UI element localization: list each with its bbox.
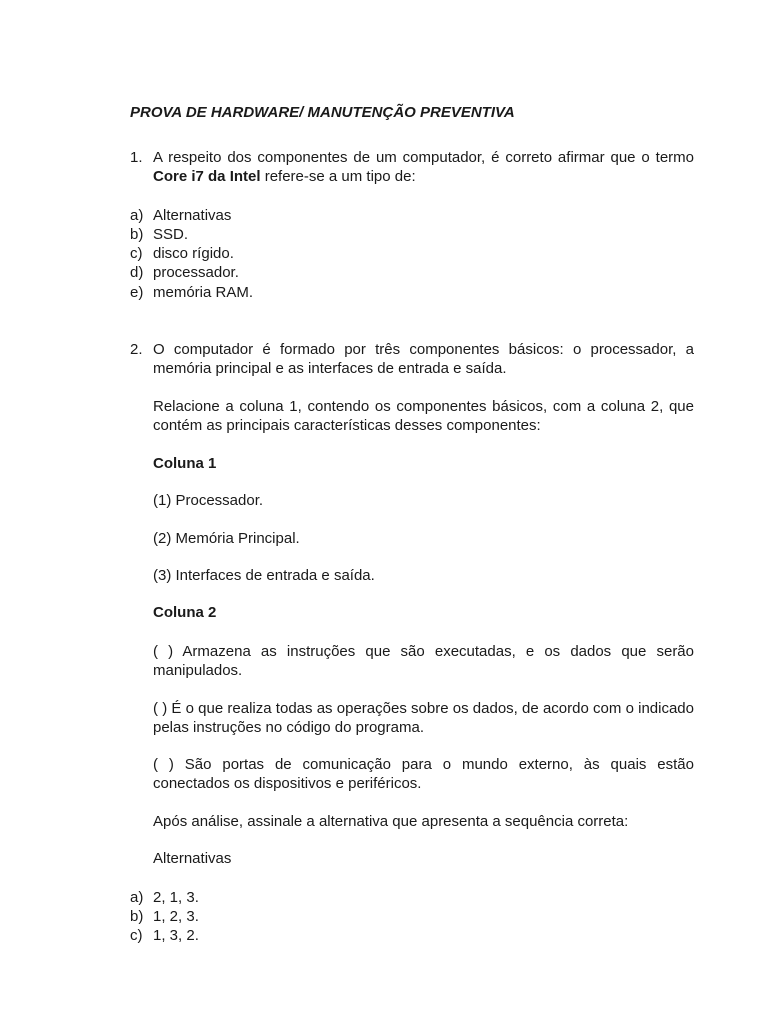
option-text: memória RAM.	[153, 284, 254, 301]
column-2-item: ( ) É o que realiza todas as operações sobre os dados, de acordo com o indicado pelas instruções no código do programa.	[153, 700, 694, 736]
option-letter: c)	[130, 927, 143, 944]
q1-option-a[interactable]	[130, 206, 694, 225]
question-number: 1.	[130, 149, 143, 166]
option-letter: b)	[130, 226, 144, 243]
question-text: O computador é formado por três componentes básicos: o processador, a memória principal e as interfaces de entrada e saída.	[153, 341, 694, 377]
option-letter: d)	[130, 264, 144, 281]
option-letter: c)	[130, 245, 143, 262]
column-1-item: (3) Interfaces de entrada e saída.	[153, 567, 375, 584]
option-letter: a)	[130, 889, 144, 906]
option-text: 1, 2, 3.	[153, 908, 199, 925]
column-1-title: Coluna 1	[153, 455, 217, 472]
column-2-title: Coluna 2	[153, 604, 217, 621]
option-letter: e)	[130, 284, 144, 301]
question-1	[130, 148, 694, 186]
column-2-item: ( ) São portas de comunicação para o mundo externo, às quais estão conectados os dispositivos e periféricos.	[153, 756, 694, 792]
option-text: 1, 3, 2.	[153, 927, 199, 944]
q1-option-e[interactable]	[130, 283, 694, 302]
column-2-item: ( ) Armazena as instruções que são executadas, e os dados que serão manipulados.	[153, 643, 694, 679]
question-text-part: A respeito dos componentes de um computador, é correto afirmar que o termo	[153, 149, 694, 166]
question-number: 2.	[130, 341, 143, 358]
option-text: 2, 1, 3.	[153, 889, 199, 906]
q1-option-b[interactable]	[130, 225, 694, 244]
question-instruction: Relacione a coluna 1, contendo os componentes básicos, com a coluna 2, que contém as principais características desses componentes:	[153, 398, 694, 434]
document-title: PROVA DE HARDWARE/ MANUTENÇÃO PREVENTIVA	[130, 104, 515, 121]
question-text-part: refere-se a um tipo de:	[260, 168, 416, 185]
option-text: SSD.	[153, 226, 189, 243]
question-prompt: Após análise, assinale a alternativa que apresenta a sequência correta:	[153, 813, 629, 830]
q2-option-b[interactable]	[130, 907, 694, 926]
question-text-bold: Core i7 da Intel	[153, 168, 261, 185]
q2-option-a[interactable]	[130, 888, 694, 907]
column-1-item: (1) Processador.	[153, 492, 264, 509]
option-text: disco rígido.	[153, 245, 234, 262]
alternatives-label: Alternativas	[153, 850, 232, 867]
option-text: Alternativas	[153, 207, 232, 224]
question-2	[130, 340, 694, 378]
option-text: processador.	[153, 264, 239, 281]
option-letter: a)	[130, 207, 144, 224]
option-letter: b)	[130, 908, 144, 925]
q1-option-c[interactable]	[130, 244, 694, 263]
question-text	[153, 148, 694, 186]
q1-option-d[interactable]	[130, 263, 694, 282]
q2-option-c[interactable]	[130, 926, 694, 945]
column-1-item: (2) Memória Principal.	[153, 530, 300, 547]
